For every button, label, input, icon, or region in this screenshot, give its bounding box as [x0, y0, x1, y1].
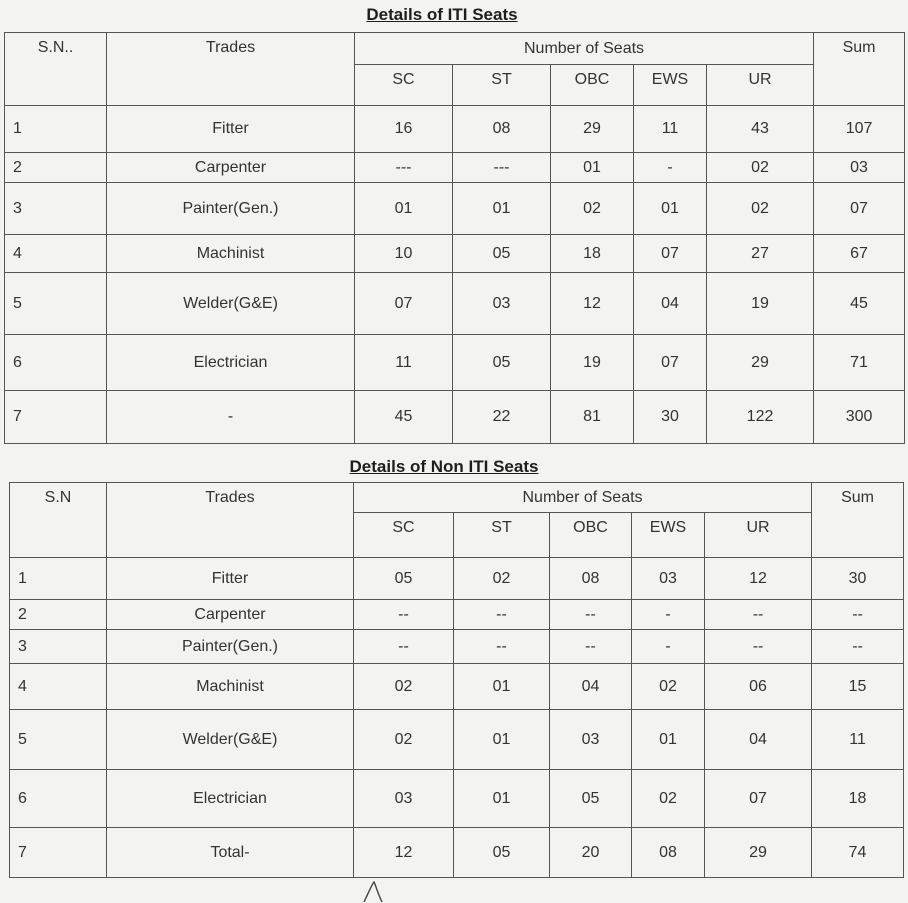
sc-seats: --	[354, 630, 454, 664]
ews-seats: 07	[634, 235, 707, 273]
ur-seats: 19	[707, 273, 814, 335]
ur-seats: 29	[705, 828, 812, 878]
ews-seats: 04	[634, 273, 707, 335]
table-row	[5, 273, 905, 335]
table-row	[10, 828, 904, 878]
ews-seats: 08	[632, 828, 705, 878]
category-header-sc: SC	[355, 65, 453, 106]
trade-name: Carpenter	[107, 153, 355, 183]
table-row	[5, 391, 905, 444]
sum-header: Sum	[812, 483, 904, 558]
st-seats: --	[454, 600, 550, 630]
st-seats: 01	[454, 710, 550, 770]
st-seats: ---	[453, 153, 551, 183]
st-seats: 01	[454, 664, 550, 710]
sum-seats: 03	[814, 153, 905, 183]
sc-seats: 05	[354, 558, 454, 600]
trade-name: Total-	[107, 828, 354, 878]
category-header-sc: SC	[354, 513, 454, 558]
trade-name: Welder(G&E)	[107, 273, 355, 335]
ews-seats: 01	[634, 183, 707, 235]
ews-seats: 02	[632, 770, 705, 828]
table-row	[10, 664, 904, 710]
sum-seats: 15	[812, 664, 904, 710]
number-of-seats-header: Number of Seats	[354, 483, 812, 513]
obc-seats: 02	[551, 183, 634, 235]
number-of-seats-header: Number of Seats	[355, 33, 814, 65]
obc-seats: 01	[551, 153, 634, 183]
trade-name: -	[107, 391, 355, 444]
trade-name: Carpenter	[107, 600, 354, 630]
serial-number: 7	[5, 391, 107, 444]
sum-seats: 18	[812, 770, 904, 828]
category-header-obc: OBC	[550, 513, 632, 558]
sum-seats: 11	[812, 710, 904, 770]
sc-seats: --	[354, 600, 454, 630]
serial-number: 3	[5, 183, 107, 235]
obc-seats: 20	[550, 828, 632, 878]
sum-seats: 107	[814, 106, 905, 153]
serial-number: 2	[10, 600, 107, 630]
ews-seats: 30	[634, 391, 707, 444]
table-row	[5, 106, 905, 153]
trades-header: Trades	[107, 33, 355, 106]
sum-seats: 300	[814, 391, 905, 444]
trade-name: Electrician	[107, 770, 354, 828]
obc-seats: 05	[550, 770, 632, 828]
table-row	[5, 335, 905, 391]
obc-seats: 03	[550, 710, 632, 770]
ur-seats: 04	[705, 710, 812, 770]
non-iti-seats-heading: Details of Non ITI Seats	[349, 457, 539, 476]
trade-name: Painter(Gen.)	[107, 630, 354, 664]
category-header-st: ST	[454, 513, 550, 558]
serial-number: 7	[10, 828, 107, 878]
sc-seats: 12	[354, 828, 454, 878]
ews-seats: -	[634, 153, 707, 183]
st-seats: 01	[454, 770, 550, 828]
table-row	[10, 770, 904, 828]
serial-number: 6	[10, 770, 107, 828]
obc-seats: 29	[551, 106, 634, 153]
trades-header: Trades	[107, 483, 354, 558]
ur-seats: 122	[707, 391, 814, 444]
category-header-ews: EWS	[634, 65, 707, 106]
serial-number: 6	[5, 335, 107, 391]
serial-number: 2	[5, 153, 107, 183]
sn-header: S.N..	[5, 33, 107, 106]
obc-seats: --	[550, 630, 632, 664]
ur-seats: 12	[705, 558, 812, 600]
ews-seats: 03	[632, 558, 705, 600]
signature-stroke-icon	[360, 880, 390, 903]
sc-seats: 11	[355, 335, 453, 391]
sc-seats: 10	[355, 235, 453, 273]
table-row	[10, 710, 904, 770]
obc-seats: --	[550, 600, 632, 630]
category-header-obc: OBC	[551, 65, 634, 106]
sum-header: Sum	[814, 33, 905, 106]
sum-seats: 07	[814, 183, 905, 235]
st-seats: 22	[453, 391, 551, 444]
ews-seats: -	[632, 630, 705, 664]
table-row	[5, 235, 905, 273]
trade-name: Painter(Gen.)	[107, 183, 355, 235]
ews-seats: 11	[634, 106, 707, 153]
category-header-ews: EWS	[632, 513, 705, 558]
table-row	[10, 630, 904, 664]
ur-seats: --	[705, 600, 812, 630]
sum-seats: 71	[814, 335, 905, 391]
obc-seats: 08	[550, 558, 632, 600]
serial-number: 4	[5, 235, 107, 273]
table-row	[10, 558, 904, 600]
sc-seats: 02	[354, 664, 454, 710]
sc-seats: 03	[354, 770, 454, 828]
category-header-st: ST	[453, 65, 551, 106]
trade-name: Electrician	[107, 335, 355, 391]
sum-seats: 74	[812, 828, 904, 878]
table-row	[5, 153, 905, 183]
serial-number: 3	[10, 630, 107, 664]
sum-seats: --	[812, 630, 904, 664]
ews-seats: -	[632, 600, 705, 630]
non-iti-seats-table	[9, 482, 904, 878]
trade-name: Fitter	[107, 558, 354, 600]
ur-seats: 43	[707, 106, 814, 153]
ews-seats: 07	[634, 335, 707, 391]
st-seats: 05	[453, 235, 551, 273]
iti-seats-table	[4, 32, 905, 444]
st-seats: 02	[454, 558, 550, 600]
st-seats: 01	[453, 183, 551, 235]
obc-seats: 81	[551, 391, 634, 444]
sum-seats: 45	[814, 273, 905, 335]
st-seats: 05	[454, 828, 550, 878]
trade-name: Welder(G&E)	[107, 710, 354, 770]
iti-table-body	[5, 33, 905, 444]
ur-seats: --	[705, 630, 812, 664]
category-header-ur: UR	[707, 65, 814, 106]
trade-name: Fitter	[107, 106, 355, 153]
sc-seats: 01	[355, 183, 453, 235]
obc-seats: 18	[551, 235, 634, 273]
sc-seats: 07	[355, 273, 453, 335]
non-iti-table-body	[10, 483, 904, 878]
serial-number: 1	[10, 558, 107, 600]
iti-seats-heading: Details of ITI Seats	[366, 5, 518, 24]
category-header-ur: UR	[705, 513, 812, 558]
st-seats: 08	[453, 106, 551, 153]
table-row	[5, 183, 905, 235]
ur-seats: 07	[705, 770, 812, 828]
obc-seats: 19	[551, 335, 634, 391]
ur-seats: 02	[707, 183, 814, 235]
sc-seats: 45	[355, 391, 453, 444]
serial-number: 5	[5, 273, 107, 335]
st-seats: --	[454, 630, 550, 664]
serial-number: 5	[10, 710, 107, 770]
sn-header: S.N	[10, 483, 107, 558]
table-row	[10, 600, 904, 630]
ews-seats: 01	[632, 710, 705, 770]
obc-seats: 12	[551, 273, 634, 335]
sc-seats: 16	[355, 106, 453, 153]
ews-seats: 02	[632, 664, 705, 710]
ur-seats: 27	[707, 235, 814, 273]
ur-seats: 02	[707, 153, 814, 183]
trade-name: Machinist	[107, 664, 354, 710]
serial-number: 1	[5, 106, 107, 153]
trade-name: Machinist	[107, 235, 355, 273]
sum-seats: 30	[812, 558, 904, 600]
ur-seats: 06	[705, 664, 812, 710]
sum-seats: --	[812, 600, 904, 630]
ur-seats: 29	[707, 335, 814, 391]
obc-seats: 04	[550, 664, 632, 710]
st-seats: 05	[453, 335, 551, 391]
sc-seats: 02	[354, 710, 454, 770]
st-seats: 03	[453, 273, 551, 335]
sum-seats: 67	[814, 235, 905, 273]
sc-seats: ---	[355, 153, 453, 183]
serial-number: 4	[10, 664, 107, 710]
